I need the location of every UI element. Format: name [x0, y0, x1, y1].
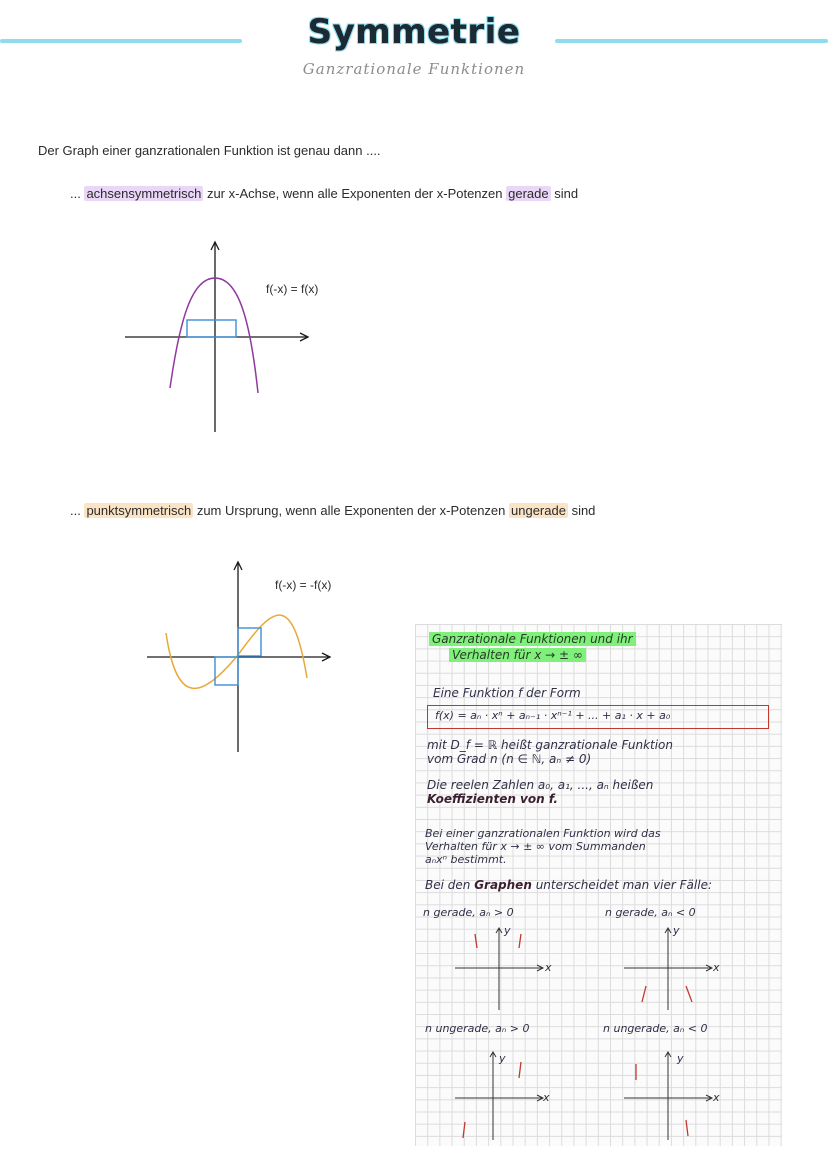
point-mid: zum Ursprung, wenn alle Exponenten der x-Potenzen: [193, 503, 509, 518]
axis-prefix: ...: [70, 186, 85, 201]
case-label-2: n gerade, aₙ < 0: [605, 906, 696, 919]
cubic-curve: [166, 615, 307, 688]
case-label-3: n ungerade, aₙ > 0: [425, 1022, 530, 1035]
notebook-line-reelen1: Die reelen Zahlen a₀, a₁, ..., aₙ heißen: [427, 778, 654, 792]
notebook-line-bei1: Bei einer ganzrationalen Funktion wird das: [425, 827, 661, 840]
case-label-1: n gerade, aₙ > 0: [423, 906, 514, 919]
axis-formula: f(-x) = f(x): [266, 282, 319, 296]
notebook-line-mit1: mit D_f = ℝ heißt ganzrationale Funktion: [427, 738, 674, 752]
axis-term: achsensymmetrisch: [86, 186, 202, 201]
axis-symmetry-graph: [120, 238, 320, 438]
parabola-curve: [170, 278, 258, 393]
page-title: Symmetrie: [307, 12, 521, 52]
case1-y-label: y: [504, 924, 511, 937]
page-subtitle: Ganzrationale Funktionen: [302, 60, 526, 78]
notebook-heading-line1: Ganzrationale Funktionen und ihr: [429, 632, 636, 646]
case2-y-label: y: [673, 924, 680, 937]
notebook-heading-line2: Verhalten für x → ± ∞: [449, 648, 586, 662]
point-prefix: ...: [70, 503, 85, 518]
notebook-formula: f(x) = aₙ · xⁿ + aₙ₋₁ · xⁿ⁻¹ + ... + a₁ · x + a₀: [435, 709, 671, 722]
case4-x-label: x: [713, 1091, 720, 1104]
point-keyword: ungerade: [511, 503, 566, 518]
notebook-line-reelen2: Koeffizienten von f.: [427, 792, 558, 806]
notebook-line-bei3: aₙxⁿ bestimmt.: [425, 853, 507, 866]
graphen-word: Graphen: [474, 878, 532, 892]
symmetry-box-upper: [238, 628, 261, 656]
point-symmetry-statement: [70, 503, 595, 518]
symmetry-box-lower: [215, 657, 238, 685]
point-term: punktsymmetrisch: [86, 503, 192, 518]
point-suffix: sind: [567, 503, 596, 518]
point-formula: f(-x) = -f(x): [275, 578, 332, 592]
intro-text: Der Graph einer ganzrationalen Funktion ist genau dann ....: [38, 143, 381, 158]
notebook-photo: [415, 624, 782, 1146]
notebook-line-mit2: vom Grad n (n ∈ ℕ, aₙ ≠ 0): [427, 752, 592, 766]
case3-y-label: y: [499, 1052, 506, 1065]
axis-symmetry-statement: [70, 186, 578, 201]
notebook-line-bei2: Verhalten für x → ± ∞ vom Summanden: [425, 840, 646, 853]
graphen-suffix: unterscheidet man vier Fälle:: [531, 878, 712, 892]
axis-suffix: sind: [550, 186, 579, 201]
case1-x-label: x: [545, 961, 552, 974]
axis-mid: zur x-Achse, wenn alle Exponenten der x-Potenzen: [203, 186, 507, 201]
notebook-line-graphen: [425, 878, 712, 892]
symmetry-box: [187, 320, 236, 337]
case-label-4: n ungerade, aₙ < 0: [603, 1022, 708, 1035]
case2-x-label: x: [713, 961, 720, 974]
case4-y-label: y: [677, 1052, 684, 1065]
notebook-line-eine: Eine Funktion f der Form: [433, 686, 581, 700]
case3-x-label: x: [543, 1091, 550, 1104]
graphen-prefix: Bei den: [425, 878, 475, 892]
axis-keyword: gerade: [508, 186, 549, 201]
